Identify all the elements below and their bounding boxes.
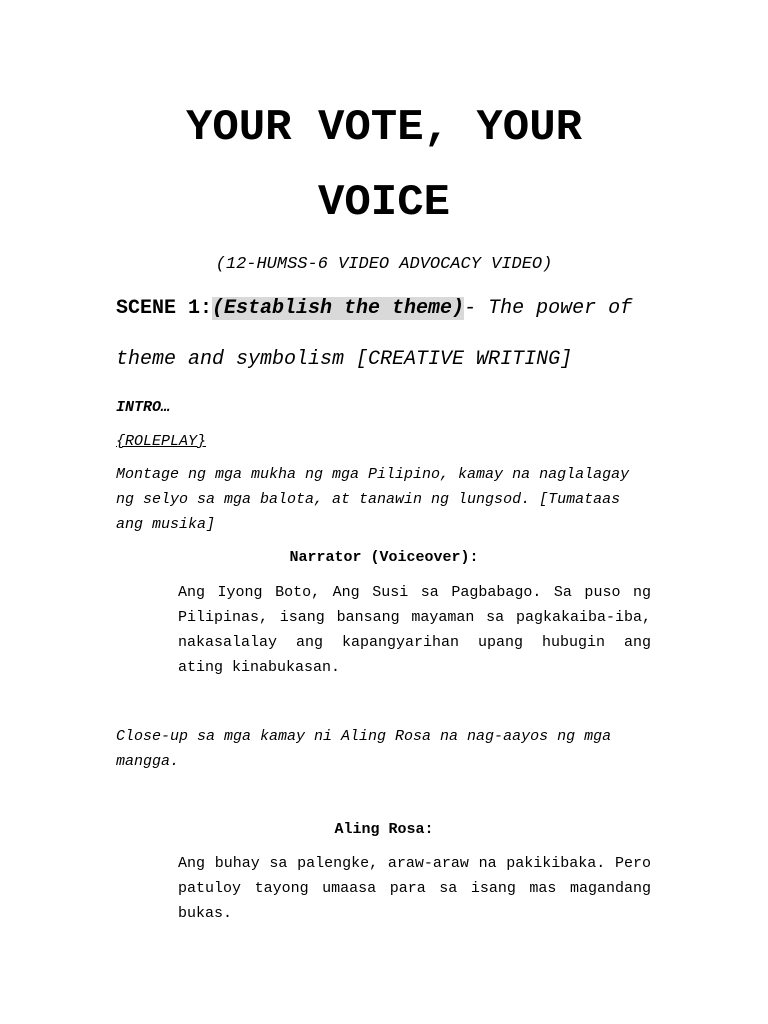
roleplay-tag: {ROLEPLAY} bbox=[116, 433, 207, 450]
narrator-label: Narrator (Voiceover): bbox=[289, 549, 479, 566]
aling-rosa-label: Aling Rosa: bbox=[334, 821, 434, 838]
intro-heading: INTRO… bbox=[116, 399, 171, 416]
scene-label: SCENE 1: bbox=[116, 297, 213, 320]
scene-highlight: (Establish the theme) bbox=[212, 297, 465, 320]
scene-description-line-2: theme and symbolism [CREATIVE WRITING] bbox=[116, 348, 573, 371]
title-line-2: VOICE bbox=[317, 178, 451, 228]
scene-heading bbox=[116, 297, 656, 321]
montage-direction: Montage ng mga mukha ng mga Pilipino, kamay na naglalagay ng selyo sa mga balota, at tanawin ng lungsod. [Tumataas ang musika] bbox=[116, 466, 630, 533]
closeup-direction: Close-up sa mga kamay ni Aling Rosa na nag-aayos ng mga mangga. bbox=[116, 728, 612, 770]
title-line-1: YOUR VOTE, YOUR bbox=[185, 103, 583, 153]
narrator-dialog: Ang Iyong Boto, Ang Susi sa Pagbabago. Sa puso ng Pilipinas, isang bansang mayaman sa pagkakaiba-iba, nakasalalay ang kapangyarihan upang hubugin ang ating kinabukasan. bbox=[178, 584, 651, 676]
subtitle: (12-HUMSS-6 VIDEO ADVOCACY VIDEO) bbox=[215, 255, 553, 274]
scene-description: - The power of bbox=[464, 297, 633, 320]
aling-rosa-dialog: Ang buhay sa palengke, araw-araw na pakikibaka. Pero patuloy tayong umaasa para sa isang mas magandang bukas. bbox=[178, 855, 651, 922]
